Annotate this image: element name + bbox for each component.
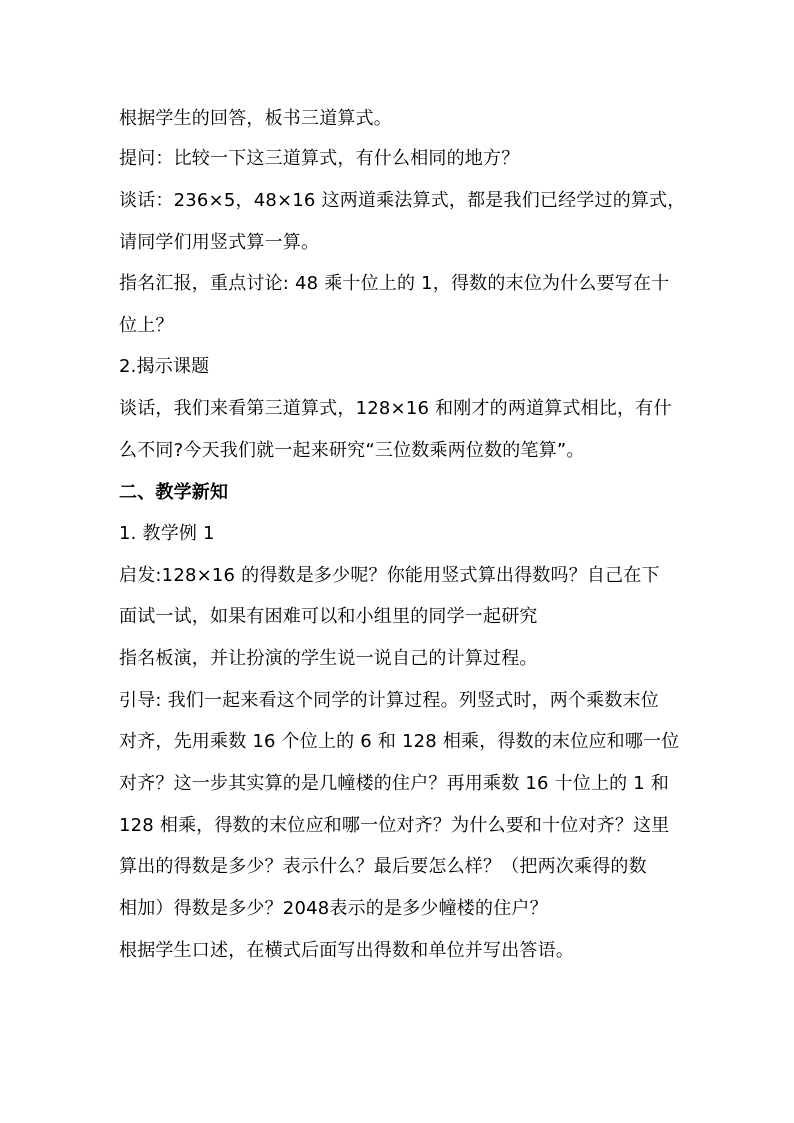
paragraph-line-5: 指名汇报，重点讨论: 48 乘十位上的 1，得数的末位为什么要写在十 [119, 273, 670, 294]
paragraph-line-21: 根据学生口述，在横式后面写出得数和单位并写出答语。 [119, 940, 574, 961]
section-heading-teaching: 二、教学新知 [119, 482, 229, 503]
paragraph-line-20: 相加）得数是多少？2048表示的是多少幢楼的住户？ [119, 898, 548, 919]
paragraph-line-13: 面试一试，如果有困难可以和小组里的同学一起研究 [119, 606, 538, 627]
paragraph-line-2: 提问：比较一下这三道算式，有什么相同的地方？ [119, 148, 520, 169]
paragraph-line-9: 么不同?今天我们就一起来研究“三位数乘两位数的笔算”。 [119, 440, 585, 461]
paragraph-line-17: 对齐？这一步其实算的是几幢楼的住户？再用乘数 16 十位上的 1 和 [119, 773, 670, 794]
paragraph-line-1: 根据学生的回答，板书三道算式。 [119, 108, 392, 129]
section-heading-2: 2.揭示课题 [119, 356, 210, 377]
paragraph-line-14: 指名板演，并让扮演的学生说一说自己的计算过程。 [119, 648, 538, 669]
paragraph-line-3: 谈话：236×5，48×16 这两道乘法算式，都是我们已经学过的算式， [119, 190, 686, 211]
paragraph-line-19: 算出的得数是多少？表示什么？最后要怎么样？（把两次乘得的数 [119, 856, 647, 877]
paragraph-line-16: 对齐，先用乘数 16 个位上的 6 和 128 相乘，得数的末位应和哪一位 [119, 731, 680, 752]
paragraph-line-18: 128 相乘，得数的末位应和哪一位对齐？为什么要和十位对齐？这里 [119, 815, 670, 836]
subheading-example-1: 1. 教学例 1 [119, 523, 215, 544]
paragraph-line-8: 谈话，我们来看第三道算式，128×16 和刚才的两道算式相比，有什 [119, 398, 672, 419]
paragraph-line-6: 位上？ [119, 315, 174, 336]
paragraph-line-12: 启发:128×16 的得数是多少呢？你能用竖式算出得数吗？自己在下 [119, 565, 660, 586]
paragraph-line-15: 引导: 我们一起来看这个同学的计算过程。列竖式时，两个乘数末位 [119, 690, 659, 711]
paragraph-line-4: 请同学们用竖式算一算。 [119, 232, 320, 253]
